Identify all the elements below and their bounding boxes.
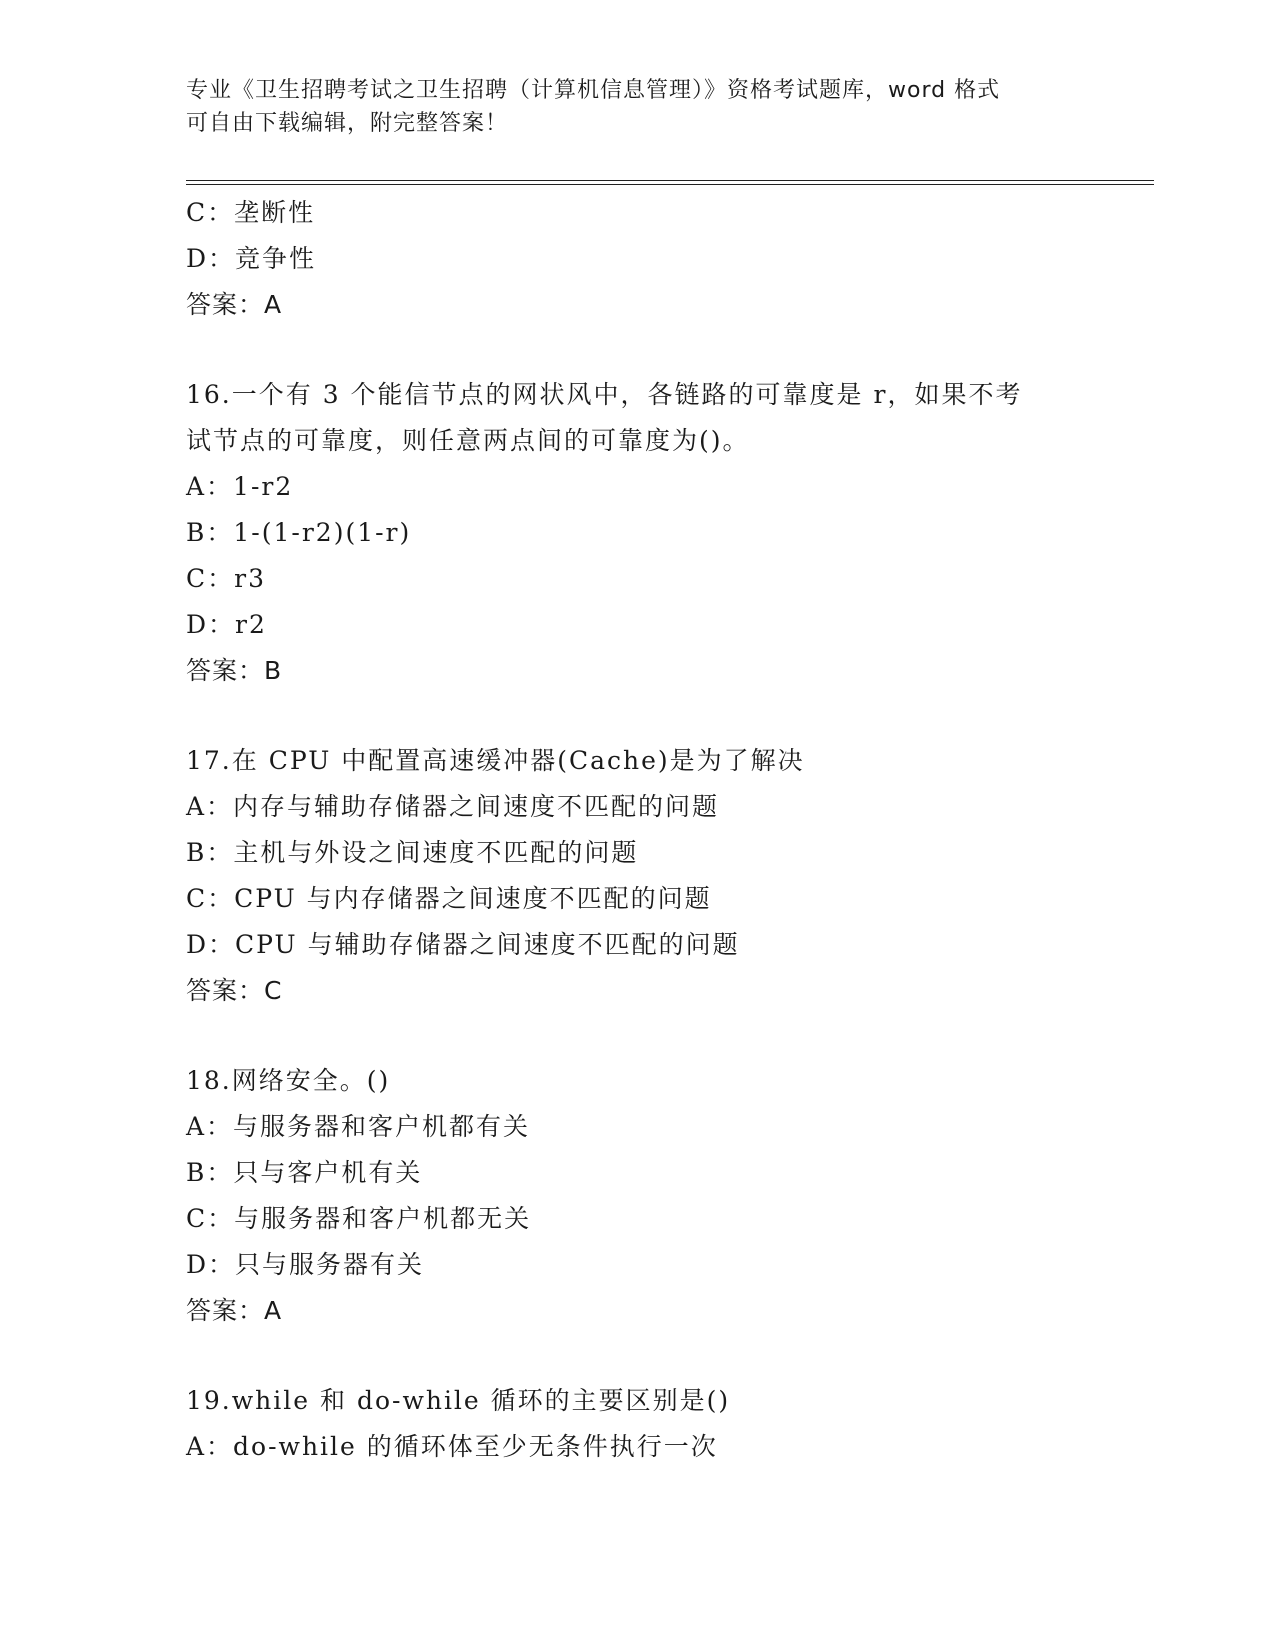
spacer bbox=[186, 694, 1154, 738]
question-text: 19.while 和 do-while 循环的主要区别是() bbox=[186, 1386, 731, 1415]
option-a: A：1-r2 bbox=[186, 472, 294, 501]
question-15 bbox=[186, 190, 1154, 328]
option-b: B：只与客户机有关 bbox=[186, 1158, 423, 1187]
question-17 bbox=[186, 738, 1154, 1014]
option-c: C：与服务器和客户机都无关 bbox=[186, 1204, 532, 1233]
question-text: 17.在 CPU 中配置高速缓冲器(Cache)是为了解决 bbox=[186, 746, 805, 775]
option-b: B：主机与外设之间速度不匹配的问题 bbox=[186, 838, 639, 867]
question-18 bbox=[186, 1058, 1154, 1334]
option-d: D：r2 bbox=[186, 610, 267, 639]
answer-label: 答案：B bbox=[186, 656, 283, 685]
question-19 bbox=[186, 1378, 1154, 1470]
question-list bbox=[186, 190, 1154, 1470]
option-a: A：与服务器和客户机都有关 bbox=[186, 1112, 531, 1141]
header-title-line1: 专业《卫生招聘考试之卫生招聘（计算机信息管理）》资格考试题库，word 格式 bbox=[186, 78, 1001, 103]
header-title-line2: 可自由下载编辑，附完整答案！ bbox=[186, 111, 509, 136]
question-text: 16.一个有 3 个能信节点的网状风中，各链路的可靠度是 r，如果不考 bbox=[186, 380, 1023, 409]
option-c: C：垄断性 bbox=[186, 198, 316, 227]
option-a: A：内存与辅助存储器之间速度不匹配的问题 bbox=[186, 792, 720, 821]
question-16 bbox=[186, 372, 1154, 694]
option-b: B：1-(1-r2)(1-r) bbox=[186, 518, 412, 547]
header-divider-bottom bbox=[186, 184, 1154, 185]
document-header bbox=[186, 74, 1066, 140]
spacer bbox=[186, 328, 1154, 372]
option-c: C：CPU 与内存储器之间速度不匹配的问题 bbox=[186, 884, 712, 913]
option-d: D：竞争性 bbox=[186, 244, 317, 273]
spacer bbox=[186, 1334, 1154, 1378]
answer-label: 答案：A bbox=[186, 1296, 283, 1325]
answer-label: 答案：C bbox=[186, 976, 283, 1005]
option-a: A：do-while 的循环体至少无条件执行一次 bbox=[186, 1432, 718, 1461]
option-c: C：r3 bbox=[186, 564, 266, 593]
option-d: D：只与服务器有关 bbox=[186, 1250, 425, 1279]
question-text: 18.网络安全。() bbox=[186, 1066, 391, 1095]
question-text-continued: 试节点的可靠度，则任意两点间的可靠度为()。 bbox=[186, 426, 750, 455]
spacer bbox=[186, 1014, 1154, 1058]
answer-label: 答案：A bbox=[186, 290, 283, 319]
option-d: D：CPU 与辅助存储器之间速度不匹配的问题 bbox=[186, 930, 740, 959]
header-divider-top bbox=[186, 180, 1154, 181]
